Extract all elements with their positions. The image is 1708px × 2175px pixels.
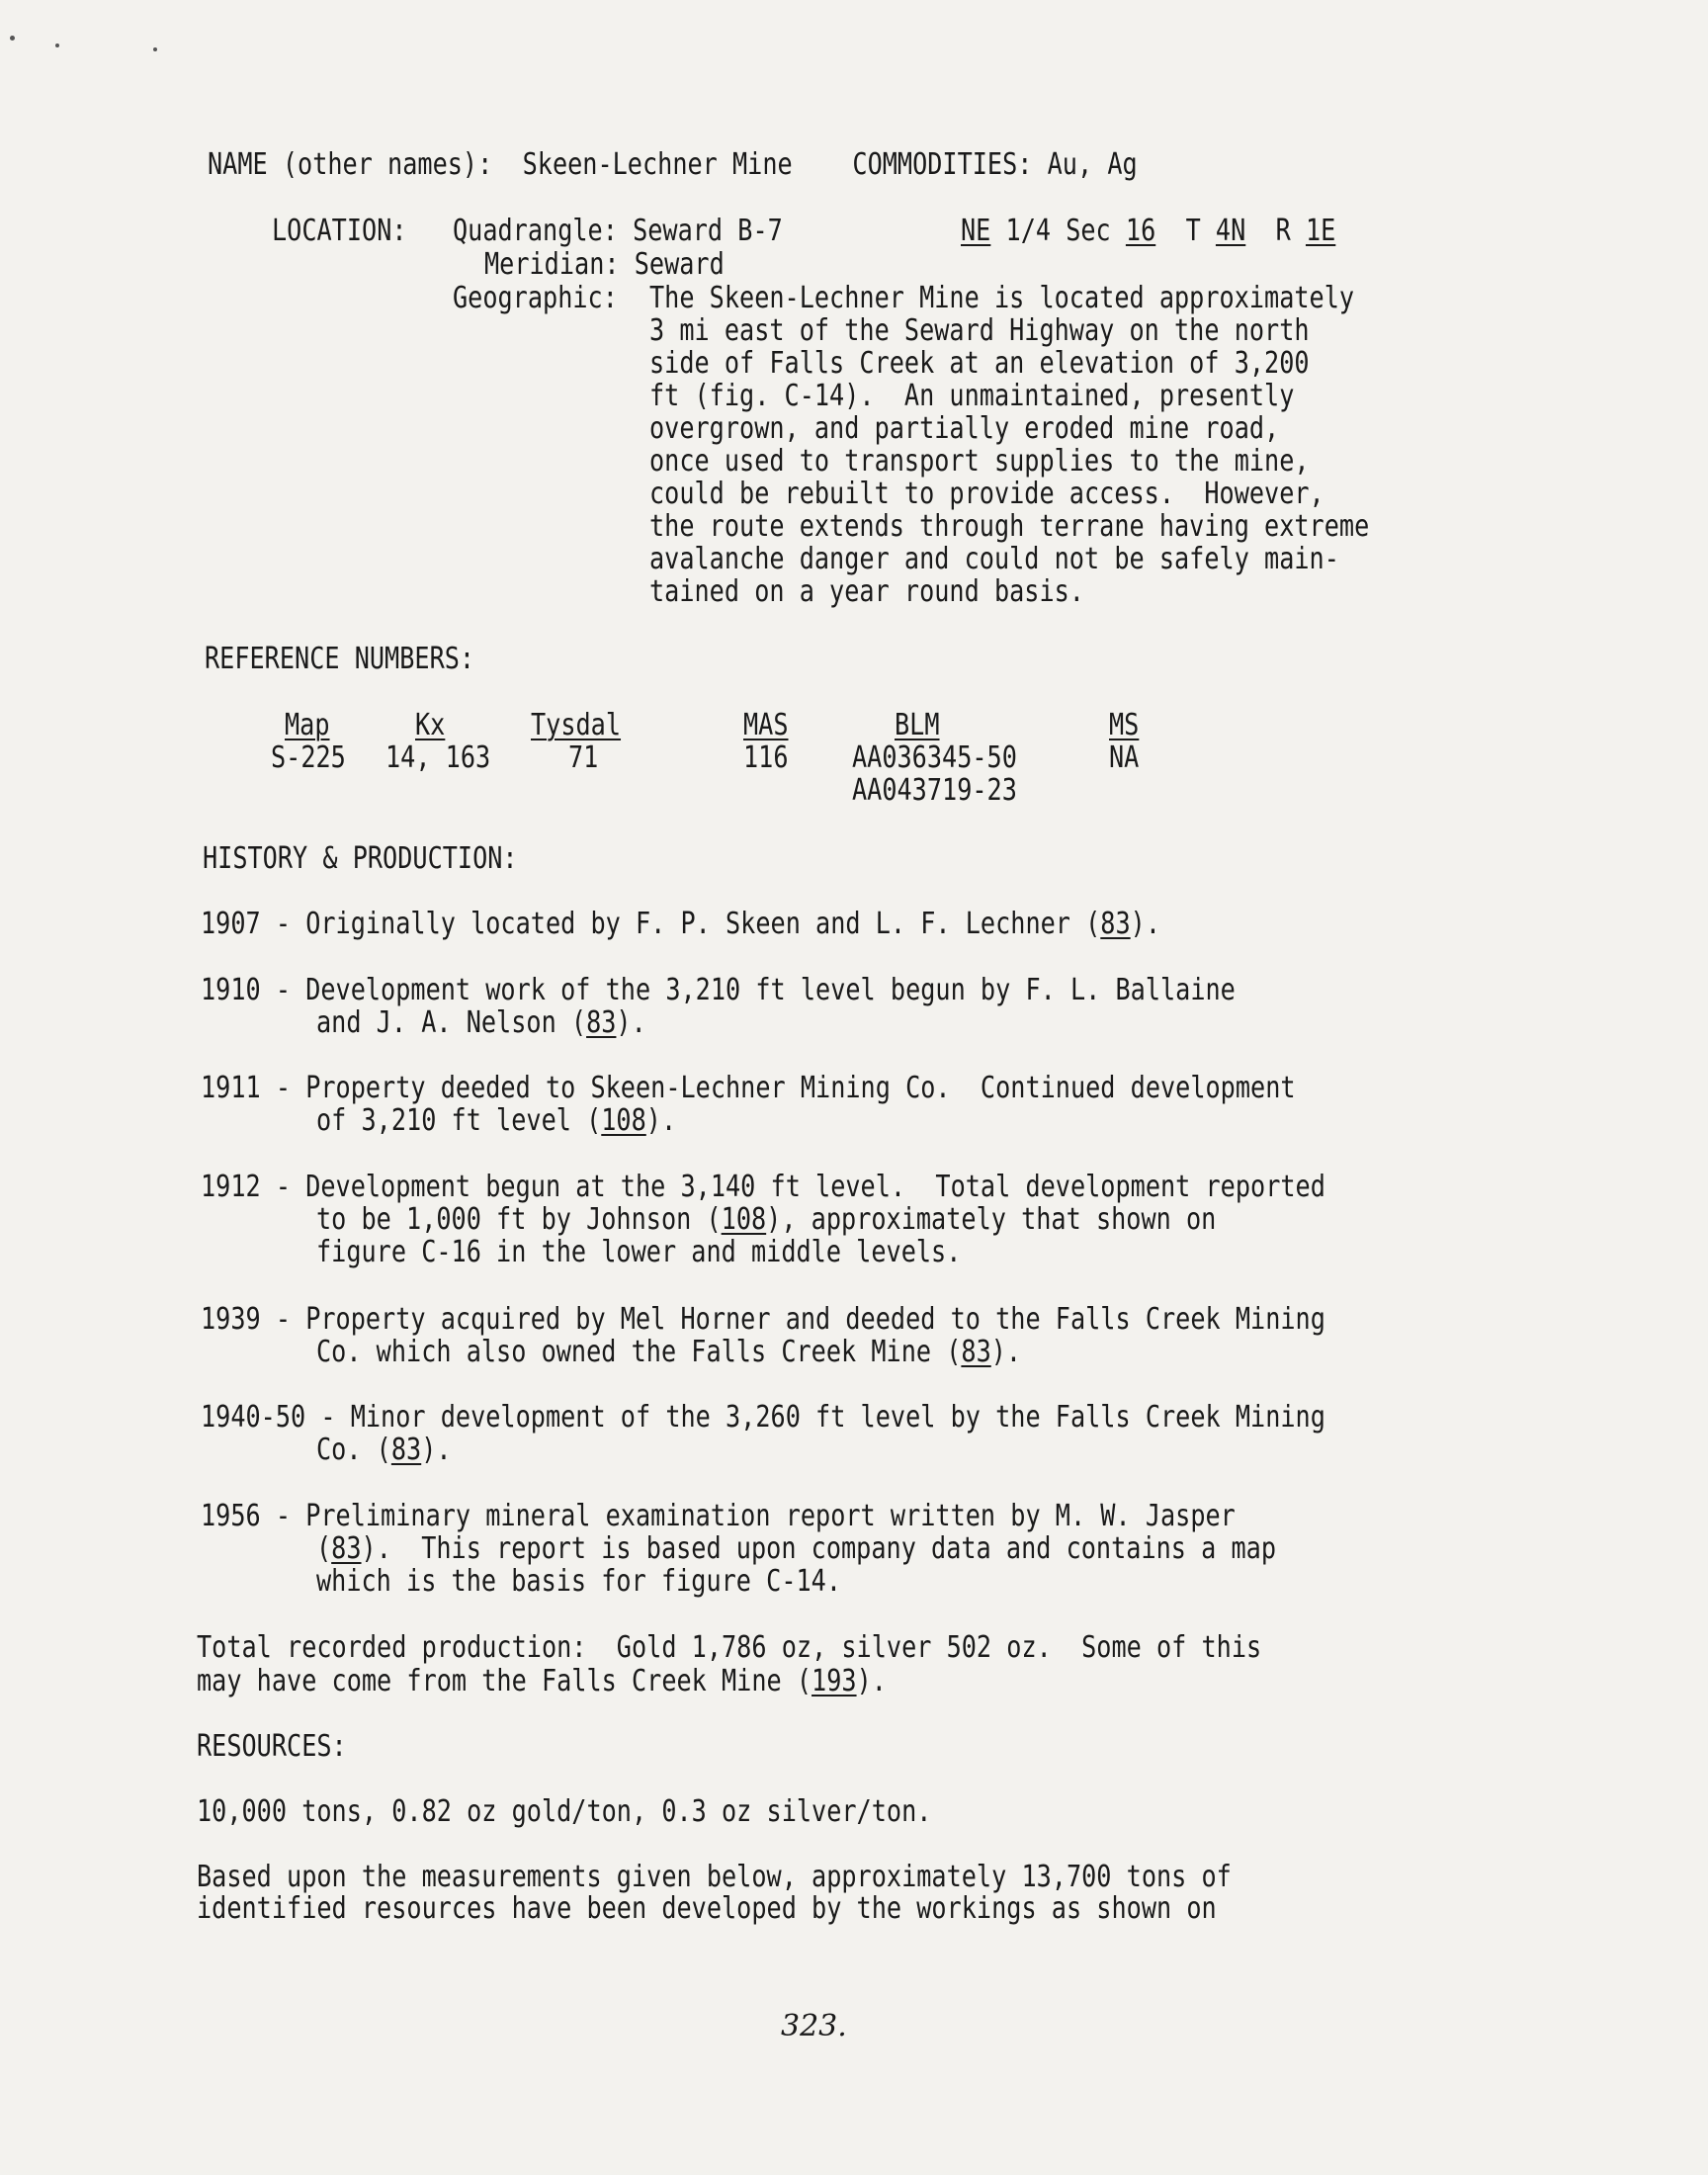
reference-column-header: MS: [1109, 708, 1140, 742]
reference-column-header: MAS: [743, 708, 789, 742]
geographic-label: Geographic:: [453, 281, 618, 315]
reference-column-header: Map: [285, 708, 330, 742]
geographic-line: The Skeen-Lechner Mine is located approximately: [649, 281, 1355, 315]
history-entry-line: 1940-50 - Minor development of the 3,260 ft level by the Falls Creek Mining: [201, 1400, 1325, 1435]
total-production-line2: may have come from the Falls Creek Mine (193).: [197, 1664, 887, 1698]
meridian-line: Meridian: Seward: [484, 247, 725, 282]
history-entry-line: and J. A. Nelson (83).: [316, 1005, 646, 1040]
history-entry-line: of 3,210 ft level (108).: [316, 1103, 677, 1138]
history-entry-line: to be 1,000 ft by Johnson (108), approximately that shown on: [316, 1202, 1217, 1237]
geographic-line: 3 mi east of the Seward Highway on the north: [649, 313, 1310, 348]
geographic-line: could be rebuilt to provide access. However,: [649, 477, 1324, 511]
geographic-line: once used to transport supplies to the mine,: [649, 444, 1310, 478]
quadrangle-line: Quadrangle: Seward B-7: [453, 214, 783, 248]
reference-cell: S-225: [271, 740, 346, 775]
history-title: HISTORY & PRODUCTION:: [203, 841, 518, 876]
history-entry-line: which is the basis for figure C-14.: [316, 1564, 842, 1599]
resources-title: RESOURCES:: [197, 1729, 347, 1764]
geographic-line: ft (fig. C-14). An unmaintained, presently: [649, 379, 1295, 413]
reference-column-header: Kx: [415, 708, 446, 742]
scan-speck: [55, 44, 59, 47]
history-entry-line: 1910 - Development work of the 3,210 ft level begun by F. L. Ballaine: [201, 973, 1236, 1007]
history-entry-line: (83). This report is based upon company data and contains a map: [316, 1531, 1277, 1566]
reference-column-header: Tysdal: [531, 708, 622, 742]
geographic-line: tained on a year round basis.: [649, 574, 1084, 609]
reference-cell: 116: [743, 740, 789, 775]
geographic-line: side of Falls Creek at an elevation of 3,200: [649, 346, 1310, 381]
page-number: 323.: [781, 2009, 847, 2044]
history-entry-line: 1907 - Originally located by F. P. Skeen and L. F. Lechner (83).: [201, 907, 1161, 941]
reference-cell: NA: [1109, 740, 1140, 775]
total-production-line1: Total recorded production: Gold 1,786 oz, silver 502 oz. Some of this: [197, 1630, 1262, 1665]
location-label: LOCATION:: [272, 214, 407, 248]
geographic-line: overgrown, and partially eroded mine road,: [649, 411, 1280, 446]
history-entry-line: Co. (83).: [316, 1433, 452, 1467]
history-entry-line: Co. which also owned the Falls Creek Mine (83).: [316, 1335, 1022, 1369]
reference-cell: AA043719-23: [852, 773, 1017, 808]
scan-speck: [10, 36, 15, 41]
reference-cell: AA036345-50: [852, 740, 1017, 775]
resources-paragraph-line2: identified resources have been developed by the workings as shown on: [197, 1891, 1217, 1926]
history-entry-line: figure C-16 in the lower and middle levels.: [316, 1235, 962, 1269]
reference-column-header: BLM: [895, 708, 940, 742]
reference-numbers-title: REFERENCE NUMBERS:: [205, 642, 475, 676]
scan-speck: [153, 47, 157, 51]
geographic-line: avalanche danger and could not be safely main-: [649, 542, 1339, 576]
reference-cell: 14, 163: [385, 740, 491, 775]
history-entry-line: 1939 - Property acquired by Mel Horner and deeded to the Falls Creek Mining: [201, 1302, 1325, 1337]
history-entry-line: 1911 - Property deeded to Skeen-Lechner Mining Co. Continued development: [201, 1071, 1296, 1105]
history-entry-line: 1956 - Preliminary mineral examination report written by M. W. Jasper: [201, 1499, 1236, 1533]
legal-location: NE 1/4 Sec 16 T 4N R 1E: [961, 214, 1336, 248]
history-entry-line: 1912 - Development begun at the 3,140 ft level. Total development reported: [201, 1170, 1325, 1204]
name-line: NAME (other names): Skeen-Lechner Mine COMMODITIES: Au, Ag: [208, 147, 1138, 182]
geographic-line: the route extends through terrane having extreme: [649, 509, 1370, 544]
reference-cell: 71: [568, 740, 599, 775]
resources-paragraph-line1: Based upon the measurements given below, approximately 13,700 tons of: [197, 1860, 1232, 1894]
resources-summary: 10,000 tons, 0.82 oz gold/ton, 0.3 oz silver/ton.: [197, 1794, 932, 1829]
